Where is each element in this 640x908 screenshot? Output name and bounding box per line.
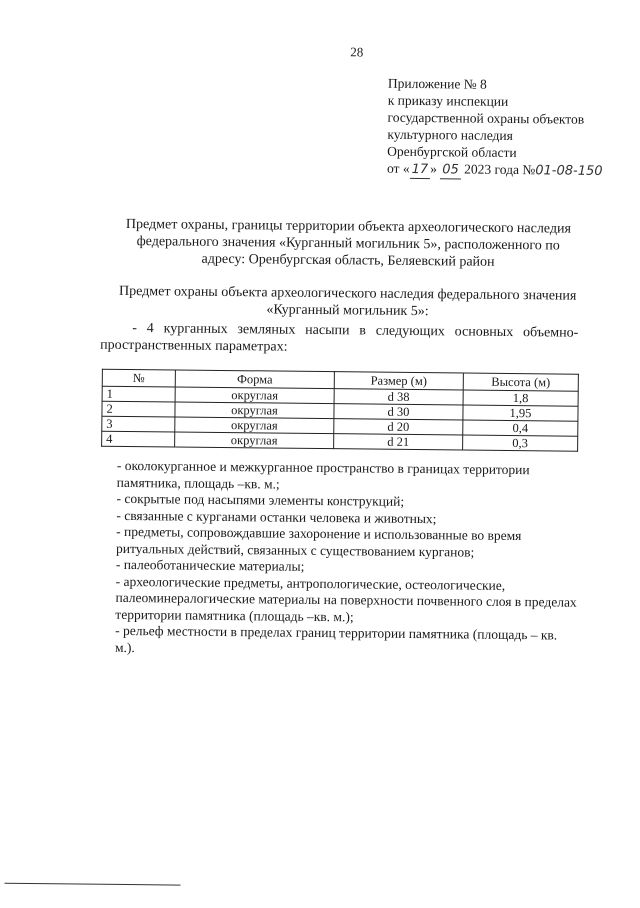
- date-mid: »: [430, 161, 438, 177]
- header-form: Форма: [175, 370, 334, 389]
- page-number: 28: [350, 44, 364, 60]
- mounds-table: [101, 369, 579, 452]
- cell-form: округлая: [175, 417, 334, 434]
- cell-size: d 20: [334, 419, 463, 435]
- appendix-line: культурного наследия: [387, 126, 513, 144]
- list-item: - рельеф местности в пределах границ территории памятника (площадь – кв. м.).: [114, 622, 558, 655]
- list-item: - предметы, сопровождавшие захоронение и использованные во время ритуальных действий, связанных с существованием курганов;: [115, 523, 522, 560]
- cell-height: 1,8: [463, 390, 578, 406]
- cell-height: 0,4: [463, 420, 578, 436]
- protection-items-list: [115, 458, 579, 661]
- header-number: №: [102, 369, 175, 387]
- handwritten-day: 17: [410, 161, 431, 179]
- appendix-line: Оренбургской области: [387, 143, 517, 161]
- document-title: Предмет охраны, границы территории объекта археологического наследия федерального значения «Курганный могильник 5», расположенного по адресу: Оренбургская область, Беляевский район: [125, 216, 572, 270]
- cell-size: d 21: [334, 434, 463, 450]
- list-item: - археологические предметы, антропологические, остеологические, палеоминералогические материалы на поверхности почвенного слоя в пределах территории памятника (площадь –кв. м.);: [115, 573, 577, 624]
- cell-number: 4: [102, 431, 175, 447]
- appendix-line: государственной охраны объектов: [387, 109, 585, 127]
- cell-height: 0,3: [463, 435, 578, 451]
- handwritten-doc-number: 01-08-150: [535, 163, 603, 179]
- cell-form: округлая: [175, 387, 334, 404]
- date-prefix: от «: [386, 160, 410, 176]
- footnote-divider: [5, 883, 181, 886]
- appendix-line: к приказу инспекции: [387, 92, 509, 109]
- handwritten-month: 05: [440, 161, 461, 179]
- cell-number: 2: [102, 401, 175, 417]
- appendix-block: [387, 75, 604, 181]
- cell-form: округлая: [175, 432, 334, 449]
- cell-number: 1: [102, 386, 175, 402]
- appendix-title: Приложение № 8: [387, 75, 487, 92]
- cell-form: округлая: [175, 402, 334, 419]
- cell-height: 1,95: [463, 405, 578, 421]
- list-item: - палеоботанические материалы;: [115, 556, 305, 574]
- document-subtitle: Предмет охраны объекта археологического наследия федерального значения «Курганный могильник 5»:: [118, 283, 577, 320]
- header-size: Размер (м): [334, 372, 463, 390]
- list-item: - околокурганное и межкурганное пространство в границах территории памятника, площадь –кв. м.;: [116, 457, 530, 492]
- list-item: - сокрытые под насыпями элементы конструкций;: [116, 490, 405, 509]
- year-text: 2023 года №: [464, 161, 536, 178]
- cell-size: d 30: [334, 404, 463, 420]
- list-item: - связанные с курганами останки человека и животных;: [116, 507, 437, 526]
- header-height: Высота (м): [463, 373, 578, 391]
- cell-size: d 38: [334, 389, 463, 405]
- lead-paragraph: - 4 курганных земляных насыпи в следующих основных объемно-пространственных параметрах:: [100, 321, 579, 355]
- appendix-date-line: [387, 160, 603, 181]
- cell-number: 3: [102, 416, 175, 432]
